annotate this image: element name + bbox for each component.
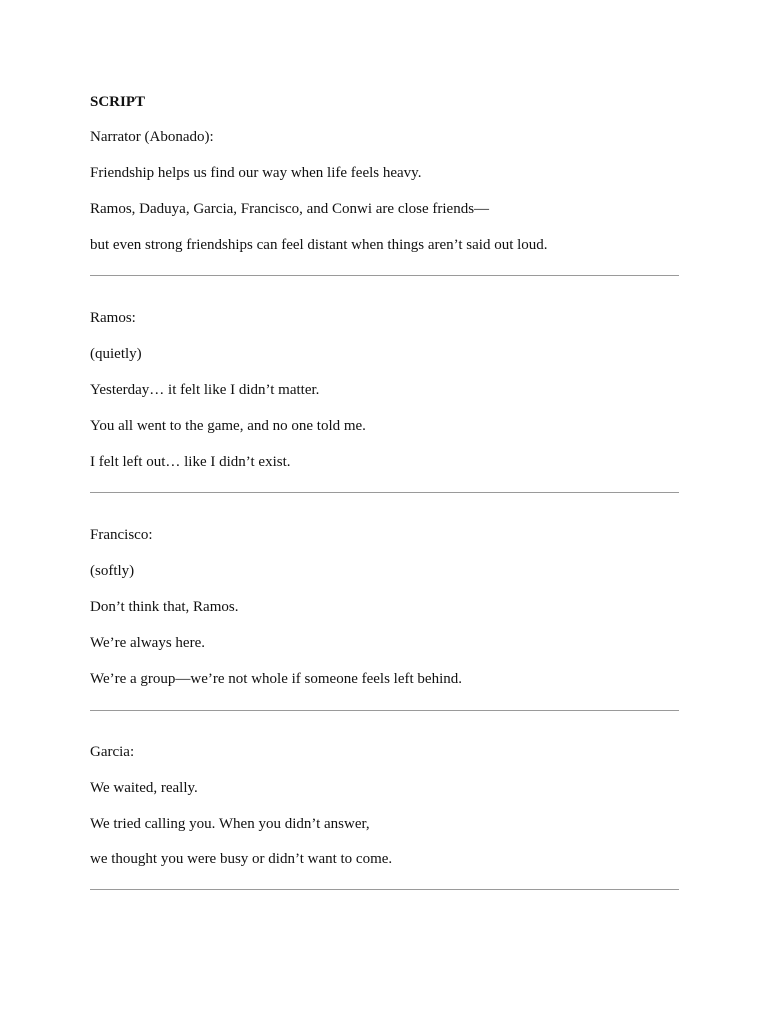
- francisco-line-2: We’re always here.: [90, 635, 205, 651]
- francisco-line-3: We’re a group—we’re not whole if someone feels left behind.: [90, 671, 462, 687]
- speaker-garcia: Garcia:: [90, 744, 135, 760]
- section-divider: [90, 710, 679, 711]
- ramos-direction: (quietly): [90, 346, 142, 362]
- narrator-line-3: but even strong friendships can feel distant when things aren’t said out loud.: [90, 237, 548, 253]
- document-title: SCRIPT: [90, 94, 146, 110]
- section-divider: [90, 889, 679, 890]
- francisco-direction: (softly): [90, 563, 135, 579]
- ramos-line-2: You all went to the game, and no one told me.: [90, 418, 366, 434]
- speaker-ramos: Ramos:: [90, 310, 136, 326]
- section-divider: [90, 275, 679, 276]
- garcia-line-3: we thought you were busy or didn’t want to come.: [90, 851, 393, 867]
- narrator-line-2: Ramos, Daduya, Garcia, Francisco, and Conwi are close friends—: [90, 201, 490, 217]
- garcia-line-1: We waited, really.: [90, 780, 198, 796]
- narrator-line-1: Friendship helps us find our way when life feels heavy.: [90, 165, 422, 181]
- ramos-line-3: I felt left out… like I didn’t exist.: [90, 454, 291, 470]
- ramos-line-1: Yesterday… it felt like I didn’t matter.: [90, 382, 320, 398]
- francisco-line-1: Don’t think that, Ramos.: [90, 599, 239, 615]
- section-divider: [90, 492, 679, 493]
- garcia-line-2: We tried calling you. When you didn’t answer,: [90, 816, 370, 832]
- speaker-francisco: Francisco:: [90, 527, 153, 543]
- speaker-narrator: Narrator (Abonado):: [90, 129, 214, 145]
